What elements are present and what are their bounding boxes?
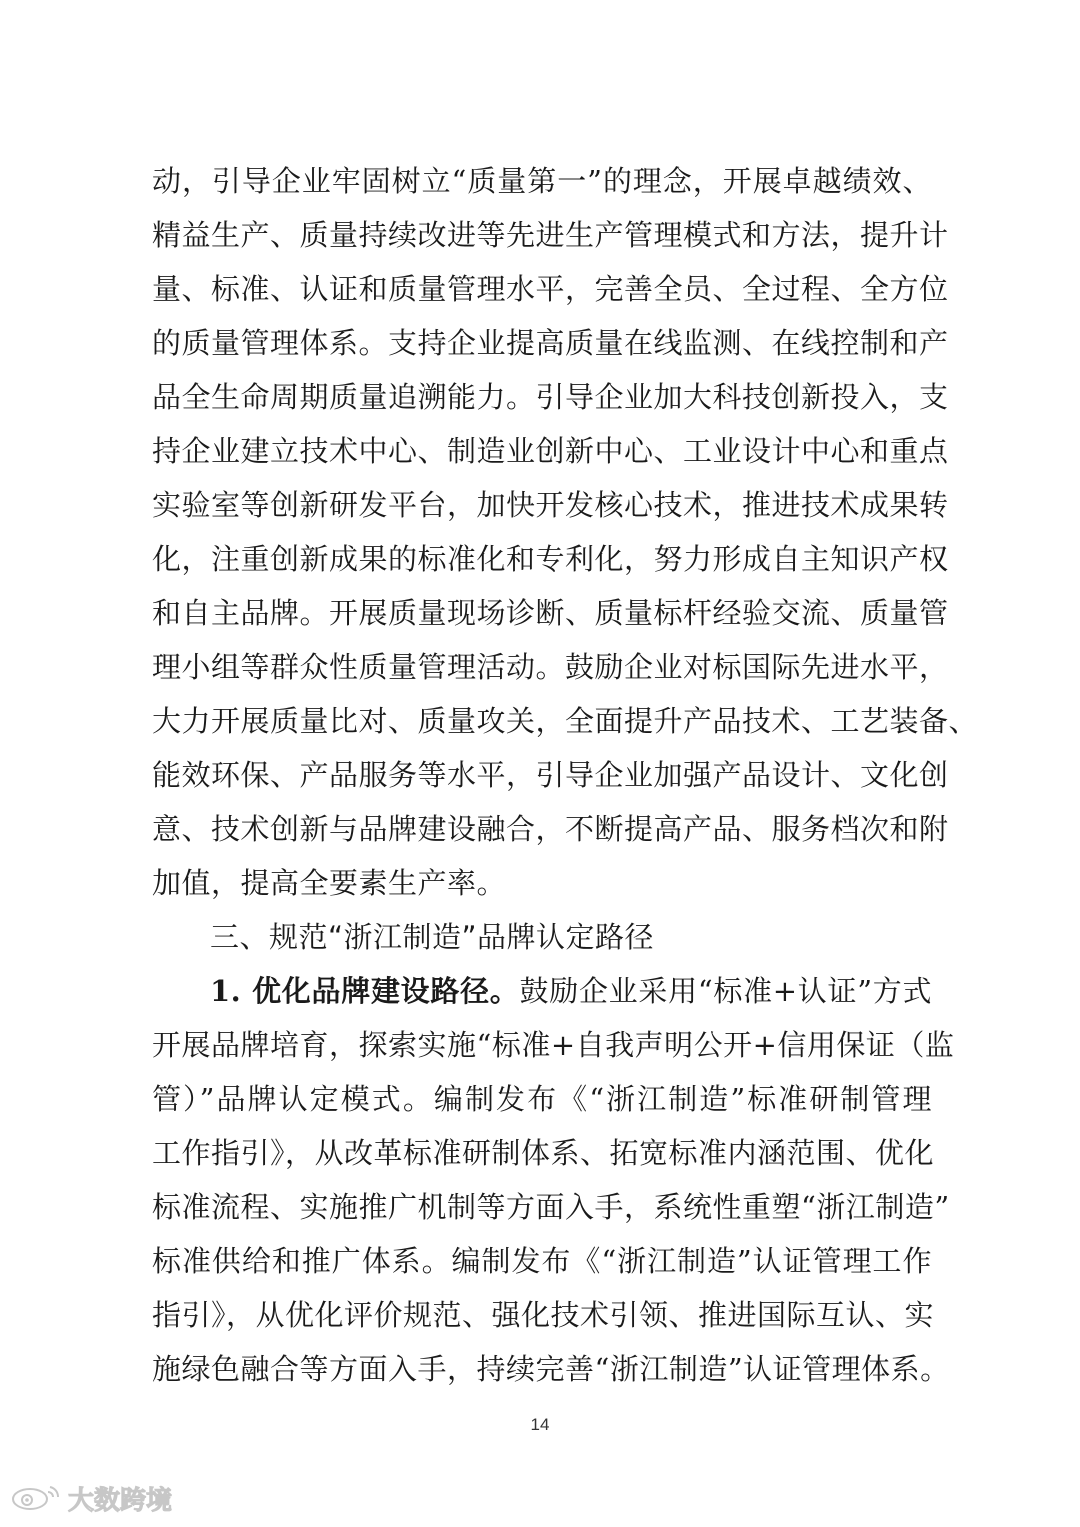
body-text-line: 开展品牌培育，探索实施“标准+自我声明公开+信用保证（监 [152, 1028, 955, 1062]
body-text-line: 加值，提高全要素生产率。 [152, 866, 507, 900]
body-text-line: 持企业建立技术中心、制造业创新中心、工业设计中心和重点 [152, 434, 949, 468]
body-text-line: 品全生命周期质量追溯能力。引导企业加大科技创新投入，支 [152, 380, 949, 414]
body-text-line: 管）”品牌认定模式。编制发布《“浙江制造”标准研制管理 [152, 1082, 932, 1116]
body-text-line: 动，引导企业牢固树立“质量第一”的理念，开展卓越绩效、 [152, 164, 932, 198]
body-text-line: 能效环保、产品服务等水平，引导企业加强产品设计、文化创 [152, 758, 949, 792]
watermark [10, 1478, 172, 1518]
subsection-first-line [210, 971, 932, 1011]
body-text-line: 实验室等创新研发平台，加快开发核心技术，推进技术成果转 [152, 488, 949, 522]
weibo-logo-icon [10, 1481, 64, 1515]
body-text-line: 标准供给和推广体系。编制发布《“浙江制造”认证管理工作 [152, 1244, 932, 1278]
body-text-line: 的质量管理体系。支持企业提高质量在线监测、在线控制和产 [152, 326, 949, 360]
body-text-line: 理小组等群众性质量管理活动。鼓励企业对标国际先进水平， [152, 650, 949, 684]
subsection-first-line-text: 鼓励企业采用“标准+认证”方式 [519, 974, 932, 1008]
watermark-text: 大数跨境 [68, 1485, 173, 1516]
body-text-line: 施绿色融合等方面入手，持续完善“浙江制造”认证管理体系。 [152, 1352, 950, 1386]
body-text-line: 指引》，从优化评价规范、强化技术引领、推进国际互认、实 [152, 1298, 935, 1332]
body-text-line: 精益生产、质量持续改进等先进生产管理模式和方法，提升计 [152, 218, 949, 252]
body-text-line: 量、标准、认证和质量管理水平，完善全员、全过程、全方位 [152, 272, 949, 306]
body-text-line: 意、技术创新与品牌建设融合，不断提高产品、服务档次和附 [152, 812, 949, 846]
body-text-line: 工作指引》，从改革标准研制体系、拓宽标准内涵范围、优化 [152, 1136, 935, 1170]
page-number: 14 [530, 1415, 550, 1434]
body-text-line: 化，注重创新成果的标准化和专利化，努力形成自主知识产权 [152, 542, 949, 576]
body-text-line: 大力开展质量比对、质量攻关，全面提升产品技术、工艺装备、 [152, 704, 979, 738]
section-heading: 三、规范“浙江制造”品牌认定路径 [210, 920, 655, 954]
body-text-line: 标准流程、实施推广机制等方面入手，系统性重塑“浙江制造” [152, 1190, 950, 1224]
body-text-line: 和自主品牌。开展质量现场诊断、质量标杆经验交流、质量管 [152, 596, 949, 630]
subsection-title: 1. 优化品牌建设路径。 [210, 974, 520, 1008]
